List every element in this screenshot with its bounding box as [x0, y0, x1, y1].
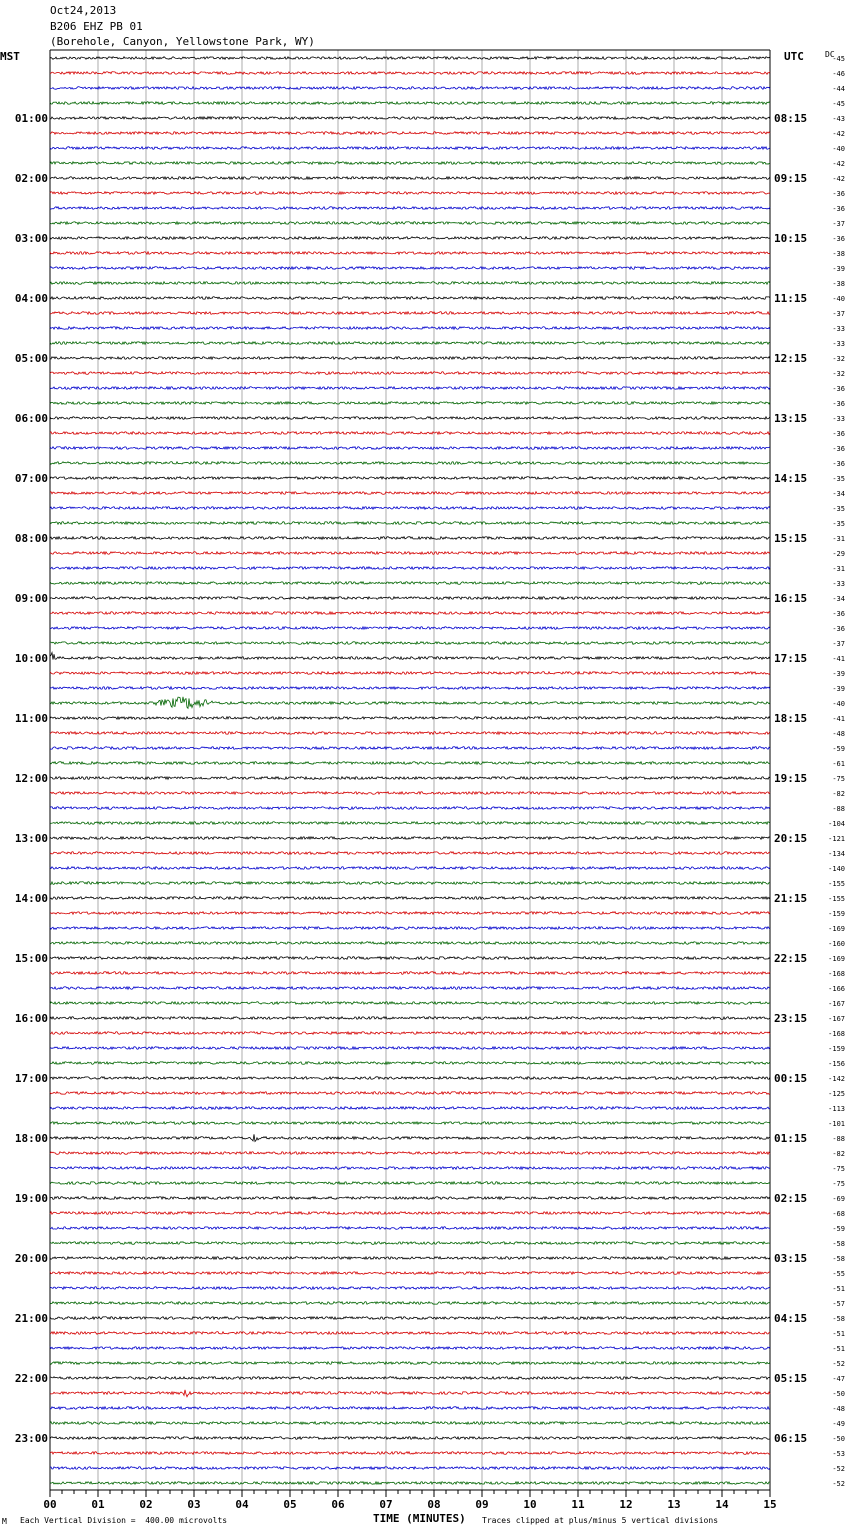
- dc-offset-label: -45: [832, 55, 845, 63]
- dc-offset-label: -159: [828, 910, 845, 918]
- dc-offset-label: -58: [832, 1315, 845, 1323]
- mst-hour-labels: [15, 112, 48, 1445]
- dc-offset-label: -49: [832, 1420, 845, 1428]
- utc-axis-label: UTC: [784, 50, 804, 63]
- x-tick-label: 13: [667, 1498, 681, 1511]
- trace-line: [50, 327, 770, 330]
- utc-hour-label: 16:15: [774, 592, 808, 605]
- trace-line: [50, 252, 770, 255]
- trace-line: [50, 1452, 770, 1455]
- dc-offset-label: -35: [832, 520, 845, 528]
- trace-line: [50, 1227, 770, 1230]
- dc-offset-label: -39: [832, 265, 845, 273]
- dc-offset-label: -169: [828, 955, 845, 963]
- dc-offset-label: -55: [832, 1270, 845, 1278]
- trace-line: [50, 237, 770, 240]
- trace-line: [50, 777, 770, 780]
- utc-hour-labels: [774, 112, 807, 1445]
- dc-offset-label: -45: [832, 100, 845, 108]
- dc-offset-label: -88: [832, 1135, 845, 1143]
- trace-line: [50, 102, 770, 105]
- utc-hour-label: 14:15: [774, 472, 808, 485]
- trace-line: [50, 462, 770, 465]
- trace-line: [50, 852, 770, 855]
- trace-line: [50, 567, 770, 570]
- dc-offset-label: -32: [832, 370, 845, 378]
- trace-line: [50, 552, 770, 555]
- utc-hour-label: 08:15: [774, 112, 808, 125]
- trace-line: [50, 387, 770, 390]
- trace-line: [50, 822, 770, 825]
- dc-offset-label: -38: [832, 250, 845, 258]
- trace-line: [50, 1407, 770, 1410]
- dc-offset-label: -61: [832, 760, 845, 768]
- trace-line: [50, 477, 770, 480]
- utc-hour-label: 23:15: [774, 1012, 808, 1025]
- trace-line: [50, 717, 770, 720]
- dc-label: DC: [825, 50, 835, 59]
- mst-axis-label: MST: [0, 50, 20, 63]
- x-tick-label: 02: [139, 1498, 153, 1511]
- x-tick-label: 05: [283, 1498, 297, 1511]
- trace-line: [50, 687, 770, 690]
- dc-offset-label: -36: [832, 205, 845, 213]
- dc-offset-label: -40: [832, 700, 845, 708]
- dc-offset-label: -113: [828, 1105, 845, 1113]
- mst-hour-label: 23:00: [14, 1432, 48, 1445]
- dc-offset-label: -159: [828, 1045, 845, 1053]
- trace-line: [50, 537, 770, 540]
- dc-offset-label: -121: [828, 835, 845, 843]
- dc-offset-label: -35: [832, 475, 845, 483]
- trace-line: [50, 522, 770, 525]
- dc-offset-label: -36: [832, 190, 845, 198]
- dc-offset-label: -169: [828, 925, 845, 933]
- utc-hour-label: 17:15: [774, 652, 808, 665]
- utc-hour-label: 03:15: [774, 1252, 808, 1265]
- trace-line: [50, 147, 770, 150]
- trace-line: [50, 732, 770, 735]
- x-tick-label: 14: [715, 1498, 729, 1511]
- trace-line: [50, 1092, 770, 1095]
- utc-hour-label: 01:15: [774, 1132, 808, 1145]
- mst-hour-label: 21:00: [14, 1312, 48, 1325]
- utc-hour-label: 18:15: [774, 712, 808, 725]
- mst-hour-label: 05:00: [14, 352, 48, 365]
- dc-offset-label: -134: [828, 850, 845, 858]
- mst-hour-label: 11:00: [14, 712, 48, 725]
- dc-offset-label: -36: [832, 430, 845, 438]
- dc-offset-label: -32: [832, 355, 845, 363]
- trace-line: [50, 987, 770, 990]
- x-tick-label: 15: [763, 1498, 777, 1511]
- dc-offset-label: -160: [828, 940, 845, 948]
- dc-offset-label: -142: [828, 1075, 845, 1083]
- trace-line: [50, 1362, 770, 1365]
- trace-line: [50, 1152, 770, 1155]
- trace-line: [50, 417, 770, 420]
- utc-hour-label: 10:15: [774, 232, 808, 245]
- utc-hour-label: 05:15: [774, 1372, 808, 1385]
- x-tick-label: 03: [187, 1498, 201, 1511]
- dc-offset-label: -33: [832, 325, 845, 333]
- mst-hour-label: 03:00: [14, 232, 48, 245]
- dc-offset-label: -82: [832, 1150, 845, 1158]
- trace-line: [50, 312, 770, 315]
- trace-line: [50, 447, 770, 450]
- dc-offset-label: -75: [832, 775, 845, 783]
- utc-hour-label: 02:15: [774, 1192, 808, 1205]
- dc-offset-label: -33: [832, 340, 845, 348]
- dc-offset-label: -52: [832, 1360, 845, 1368]
- trace-line: [50, 492, 770, 495]
- x-tick-label: 07: [379, 1498, 393, 1511]
- trace-line: [50, 297, 770, 300]
- trace-line: [50, 942, 770, 945]
- trace-line: [50, 1107, 770, 1110]
- mst-hour-label: 14:00: [14, 892, 48, 905]
- dc-offset-label: -69: [832, 1195, 845, 1203]
- mst-hour-label: 10:00: [14, 652, 48, 665]
- dc-offset-label: -48: [832, 730, 845, 738]
- trace-line: [50, 672, 770, 675]
- dc-offset-label: -53: [832, 1450, 845, 1458]
- dc-offset-label: -88: [832, 805, 845, 813]
- trace-line: [50, 792, 770, 795]
- dc-offset-label: -75: [832, 1180, 845, 1188]
- trace-line: [50, 747, 770, 750]
- dc-offset-label: -36: [832, 400, 845, 408]
- dc-offset-label: -29: [832, 550, 845, 558]
- dc-offset-label: -37: [832, 640, 845, 648]
- dc-offset-label: -31: [832, 565, 845, 573]
- trace-line: [50, 282, 770, 285]
- dc-offset-label: -50: [832, 1435, 845, 1443]
- utc-hour-label: 00:15: [774, 1072, 808, 1085]
- dc-offset-label: -104: [828, 820, 845, 828]
- x-tick-label: 04: [235, 1498, 249, 1511]
- trace-line: [50, 582, 770, 585]
- x-tick-label: 08: [427, 1498, 441, 1511]
- dc-offset-label: -41: [832, 715, 845, 723]
- trace-line: [50, 627, 770, 630]
- x-tick-label: 10: [523, 1498, 537, 1511]
- utc-hour-label: 11:15: [774, 292, 808, 305]
- dc-offset-label: -37: [832, 310, 845, 318]
- trace-line: [50, 837, 770, 840]
- dc-offset-label: -38: [832, 280, 845, 288]
- trace-line: [50, 1047, 770, 1050]
- dc-offset-label: -36: [832, 460, 845, 468]
- dc-offset-label: -33: [832, 415, 845, 423]
- dc-offset-label: -125: [828, 1090, 845, 1098]
- dc-offset-label: -36: [832, 445, 845, 453]
- dc-offset-label: -35: [832, 505, 845, 513]
- trace-line: [50, 1257, 770, 1260]
- dc-offset-label: -31: [832, 535, 845, 543]
- dc-offset-label: -51: [832, 1285, 845, 1293]
- trace-line: [50, 72, 770, 75]
- trace-line: [50, 57, 770, 60]
- dc-offset-label: -39: [832, 685, 845, 693]
- trace-line: [50, 1347, 770, 1350]
- dc-offset-label: -68: [832, 1210, 845, 1218]
- trace-line: [50, 882, 770, 885]
- x-tick-label: 00: [43, 1498, 57, 1511]
- utc-hour-label: 12:15: [774, 352, 808, 365]
- mst-hour-label: 02:00: [14, 172, 48, 185]
- dc-offset-label: -44: [832, 85, 845, 93]
- trace-line: [50, 867, 770, 870]
- dc-offset-label: -155: [828, 895, 845, 903]
- dc-offset-label: -47: [832, 1375, 845, 1383]
- trace-line: [50, 1122, 770, 1125]
- dc-offset-label: -58: [832, 1240, 845, 1248]
- trace-line: [50, 1062, 770, 1065]
- dc-offset-label: -59: [832, 745, 845, 753]
- mst-hour-label: 16:00: [14, 1012, 48, 1025]
- trace-line: [50, 1422, 770, 1425]
- dc-offset-label: -168: [828, 1030, 845, 1038]
- mst-hour-label: 15:00: [14, 952, 48, 965]
- trace-line: [50, 357, 770, 360]
- dc-offset-label: -34: [832, 595, 845, 603]
- utc-hour-label: 06:15: [774, 1432, 808, 1445]
- dc-offset-label: -33: [832, 580, 845, 588]
- dc-offset-label: -42: [832, 160, 845, 168]
- utc-hour-label: 19:15: [774, 772, 808, 785]
- trace-line: [50, 1467, 770, 1470]
- dc-offset-label: -40: [832, 145, 845, 153]
- trace-line: [50, 342, 770, 345]
- mst-hour-label: 01:00: [14, 112, 48, 125]
- trace-line: [50, 117, 770, 120]
- x-tick-label: 09: [475, 1498, 489, 1511]
- trace-line: [50, 807, 770, 810]
- trace-line: [50, 1212, 770, 1215]
- trace-line: [50, 897, 770, 900]
- dc-offset-label: -57: [832, 1300, 845, 1308]
- trace-line: [50, 402, 770, 405]
- trace-line: [50, 597, 770, 600]
- trace-line: [50, 1167, 770, 1170]
- trace-line: [50, 1017, 770, 1020]
- trace-line: [50, 912, 770, 915]
- trace-line: [50, 1002, 770, 1005]
- x-tick-label: 06: [331, 1498, 345, 1511]
- dc-offset-label: -75: [832, 1165, 845, 1173]
- trace-line: [50, 1390, 770, 1397]
- mst-hour-label: 17:00: [14, 1072, 48, 1085]
- dc-offset-label: -51: [832, 1345, 845, 1353]
- dc-offset-label: -167: [828, 1000, 845, 1008]
- trace-line: [50, 1077, 770, 1080]
- mst-hour-label: 04:00: [14, 292, 48, 305]
- trace-line: [50, 653, 770, 660]
- dc-offset-label: -167: [828, 1015, 845, 1023]
- trace-line: [50, 1377, 770, 1380]
- dc-offset-label: -101: [828, 1120, 845, 1128]
- trace-line: [50, 927, 770, 930]
- corner-mark: M: [2, 1517, 7, 1526]
- mst-hour-label: 22:00: [14, 1372, 48, 1385]
- dc-offset-label: -37: [832, 220, 845, 228]
- trace-line: [50, 1332, 770, 1335]
- trace-line: [50, 1482, 770, 1485]
- utc-hour-label: 04:15: [774, 1312, 808, 1325]
- dc-offset-label: -42: [832, 130, 845, 138]
- dc-offset-label: -168: [828, 970, 845, 978]
- vertical-scale-note: Each Vertical Division = 400.00 microvolts: [20, 1516, 228, 1525]
- dc-offset-label: -42: [832, 175, 845, 183]
- dc-offset-label: -36: [832, 385, 845, 393]
- station-location: (Borehole, Canyon, Yellowstone Park, WY): [50, 35, 315, 48]
- dc-offset-labels: [828, 55, 845, 1488]
- x-tick-label: 12: [619, 1498, 633, 1511]
- dc-offset-label: -36: [832, 235, 845, 243]
- trace-line: [50, 1197, 770, 1200]
- mst-hour-label: 13:00: [14, 832, 48, 845]
- time-axis: [43, 1490, 776, 1511]
- dc-offset-label: -40: [832, 295, 845, 303]
- utc-hour-label: 09:15: [774, 172, 808, 185]
- mst-hour-label: 12:00: [14, 772, 48, 785]
- dc-offset-label: -46: [832, 70, 845, 78]
- utc-hour-label: 20:15: [774, 832, 808, 845]
- mst-hour-label: 18:00: [14, 1132, 48, 1145]
- utc-hour-label: 13:15: [774, 412, 808, 425]
- dc-offset-label: -166: [828, 985, 845, 993]
- x-tick-label: 11: [571, 1498, 585, 1511]
- station-code: B206 EHZ PB 01: [50, 20, 143, 33]
- dc-offset-label: -52: [832, 1480, 845, 1488]
- trace-line: [50, 612, 770, 615]
- trace-line: [50, 87, 770, 90]
- trace-line: [50, 642, 770, 645]
- dc-offset-label: -50: [832, 1390, 845, 1398]
- trace-line: [50, 1272, 770, 1275]
- dc-offset-label: -36: [832, 625, 845, 633]
- x-tick-label: 01: [91, 1498, 105, 1511]
- mst-hour-label: 06:00: [14, 412, 48, 425]
- utc-hour-label: 15:15: [774, 532, 808, 545]
- trace-line: [50, 1242, 770, 1245]
- trace-line: [50, 222, 770, 225]
- trace-line: [50, 432, 770, 435]
- dc-offset-label: -59: [832, 1225, 845, 1233]
- trace-line: [50, 1437, 770, 1440]
- mst-hour-label: 07:00: [14, 472, 48, 485]
- trace-line: [50, 1287, 770, 1290]
- dc-offset-label: -52: [832, 1465, 845, 1473]
- utc-hour-label: 22:15: [774, 952, 808, 965]
- clip-note: Traces clipped at plus/minus 5 vertical divisions: [482, 1516, 719, 1525]
- trace-line: [50, 177, 770, 180]
- trace-line: [50, 372, 770, 375]
- seismic-traces: [50, 57, 770, 1485]
- trace-line: [50, 762, 770, 765]
- trace-line: [50, 957, 770, 960]
- dc-offset-label: -36: [832, 610, 845, 618]
- trace-line: [50, 162, 770, 165]
- dc-offset-label: -140: [828, 865, 845, 873]
- trace-line: [50, 697, 770, 708]
- trace-line: [50, 1182, 770, 1185]
- mst-hour-label: 20:00: [14, 1252, 48, 1265]
- trace-line: [50, 507, 770, 510]
- dc-offset-label: -39: [832, 670, 845, 678]
- mst-hour-label: 08:00: [14, 532, 48, 545]
- trace-line: [50, 207, 770, 210]
- x-axis-title: TIME (MINUTES): [373, 1512, 466, 1525]
- dc-offset-label: -34: [832, 490, 845, 498]
- utc-hour-label: 21:15: [774, 892, 808, 905]
- dc-offset-label: -51: [832, 1330, 845, 1338]
- dc-offset-label: -156: [828, 1060, 845, 1068]
- trace-line: [50, 132, 770, 135]
- record-date: Oct24,2013: [50, 4, 117, 17]
- dc-offset-label: -58: [832, 1255, 845, 1263]
- mst-hour-label: 09:00: [14, 592, 48, 605]
- mst-hour-label: 19:00: [14, 1192, 48, 1205]
- trace-line: [50, 1032, 770, 1035]
- dc-offset-label: -43: [832, 115, 845, 123]
- trace-line: [50, 1134, 770, 1141]
- trace-line: [50, 1317, 770, 1320]
- dc-offset-label: -155: [828, 880, 845, 888]
- trace-line: [50, 972, 770, 975]
- trace-line: [50, 1302, 770, 1305]
- dc-offset-label: -82: [832, 790, 845, 798]
- trace-line: [50, 267, 770, 270]
- trace-line: [50, 192, 770, 195]
- dc-offset-label: -48: [832, 1405, 845, 1413]
- dc-offset-label: -41: [832, 655, 845, 663]
